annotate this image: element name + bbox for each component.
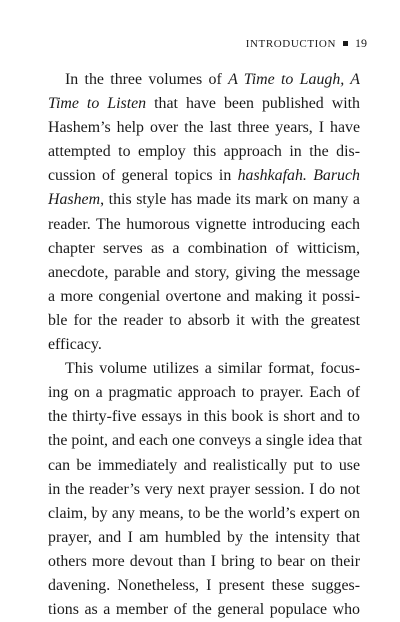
text-span: reader. The humorous vignette introducing each	[48, 215, 360, 233]
text-line	[48, 116, 360, 140]
body-text	[48, 68, 363, 622]
text-span: attempted to employ this approach in the dis-	[48, 143, 360, 161]
text-line	[48, 454, 360, 478]
text-span: , this style has made its mark on many a	[100, 191, 360, 209]
text-span: cussion of general topics in	[48, 167, 238, 185]
text-span: can be immediately and realistically put to use	[48, 456, 360, 474]
text-line	[48, 502, 360, 526]
text-span: tions as a member of the general populace who	[48, 601, 360, 619]
text-span: In the three volumes of	[65, 71, 229, 88]
text-line	[48, 285, 360, 309]
text-line	[48, 213, 360, 237]
text-line	[48, 92, 360, 116]
text-span: efficacy.	[48, 336, 102, 354]
italic-text: hashkafah. Baruch	[237, 167, 360, 185]
section-title: INTRODUCTION	[245, 37, 336, 50]
paragraph	[48, 68, 360, 357]
text-span: in the reader’s very next prayer session. I do not	[48, 480, 360, 498]
italic-text: Hashem	[48, 191, 101, 209]
text-span: that have been published with	[146, 95, 360, 113]
text-line	[48, 574, 360, 598]
text-line	[48, 164, 360, 188]
text-span: the point, and each one conveys a single idea that	[48, 432, 363, 450]
text-line	[48, 550, 360, 574]
text-line	[48, 429, 363, 453]
page-number: 19	[355, 36, 367, 50]
text-line	[48, 188, 360, 212]
text-span: ble for the reader to absorb it with the greatest	[48, 311, 360, 329]
text-span: ing on a pragmatic approach to prayer. Each of	[48, 384, 360, 402]
text-span: others more devout than I bring to bear on their	[48, 552, 360, 570]
text-line	[48, 261, 360, 285]
text-line	[48, 381, 360, 405]
text-line	[48, 526, 360, 550]
text-line	[48, 68, 360, 92]
text-line	[48, 405, 360, 429]
text-line	[48, 140, 360, 164]
text-span: a more congenial overtone and making it possi-	[48, 287, 360, 305]
text-line	[48, 309, 360, 333]
italic-text: A Time to Laugh, A	[228, 71, 361, 88]
text-line	[48, 333, 360, 357]
text-line	[48, 478, 360, 502]
text-span: claim, by any means, to be the world’s expert on	[48, 504, 360, 522]
separator-square-icon	[343, 41, 348, 46]
text-span: anecdote, parable and story, giving the message	[48, 263, 360, 281]
text-line	[48, 357, 360, 381]
paragraph	[48, 357, 363, 622]
text-span: Hashem’s help over the last three years, I have	[48, 119, 360, 137]
text-line	[48, 598, 360, 622]
text-span: This volume utilizes a similar format, focus-	[65, 360, 360, 378]
running-head	[246, 36, 367, 51]
text-line	[48, 237, 360, 261]
text-span: davening. Nonetheless, I present these sugges-	[48, 576, 360, 594]
italic-text: Time to Listen	[48, 95, 147, 113]
text-span: chapter serves as a combination of witticism,	[48, 239, 360, 257]
text-span: the thirty-five essays in this book is short and to	[48, 408, 360, 426]
text-span: prayer, and I am humbled by the intensity that	[48, 528, 360, 546]
